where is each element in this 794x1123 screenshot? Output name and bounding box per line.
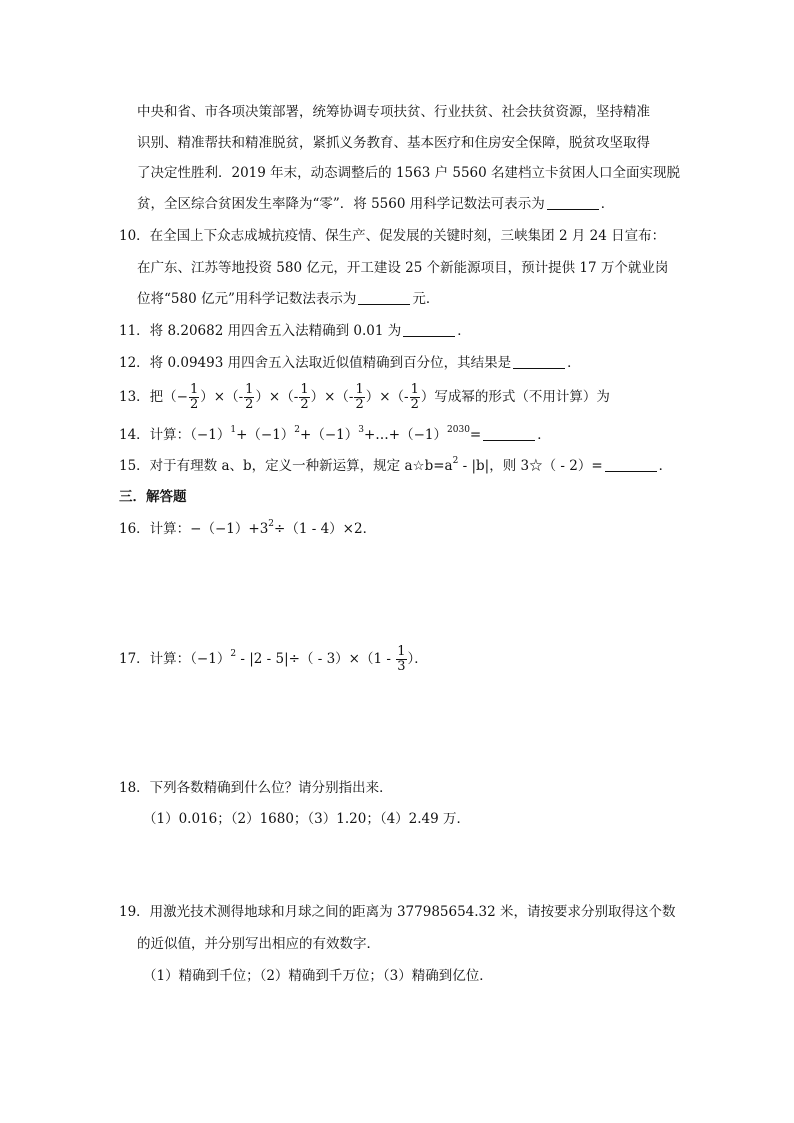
exponent: 2 <box>268 519 275 529</box>
q19-line-2: 的近似值，并分别写出相应的有效数字． <box>137 936 380 952</box>
q17 <box>119 644 428 676</box>
q16-part-a: 16．计算：−（−1）+3 <box>119 521 269 537</box>
q14-answer-blank[interactable] <box>483 426 535 441</box>
fraction-numerator: 1 <box>355 382 364 397</box>
q13-fraction-2 <box>244 383 254 412</box>
fraction-numerator: 1 <box>245 382 254 397</box>
q15 <box>119 457 672 477</box>
fraction-denominator: 2 <box>190 397 199 412</box>
section-heading: 三．解答题 <box>119 489 187 505</box>
fraction-denominator: 2 <box>410 397 419 412</box>
q11 <box>119 322 471 340</box>
q13-fraction-3 <box>299 383 309 412</box>
q10-line-3-text: 位将“580 亿元”用科学记数法表示为 <box>137 291 357 307</box>
q15-part-a: 15．对于有理数 a、b，定义一种新运算，规定 a☆b=a <box>119 458 453 474</box>
exponent: 2030 <box>447 425 470 435</box>
q17-part-a: 17．计算：（−1） <box>119 651 231 667</box>
fraction-denominator: 2 <box>245 397 254 412</box>
exponent: 1 <box>230 425 237 435</box>
q10-answer-blank[interactable] <box>358 290 410 305</box>
q16-part-b: ÷（1 - 4）×2． <box>274 521 377 537</box>
q14-part-c: +（−1） <box>300 427 359 443</box>
q13-times-2: ）×（- <box>255 389 299 405</box>
q19-line-1: 19．用激光技术测得地球和月球之间的距离为 377985654.32 米，请按要求分别取得这个数 <box>119 904 676 920</box>
q14-end: ． <box>537 427 551 443</box>
q10-line-3 <box>137 290 439 308</box>
q13-fraction-4 <box>354 383 364 412</box>
q9-line-3: 了决定性胜利．2019 年末，动态调整后的 1563 户 5560 名建档立卡贫困人口全面实现脱 <box>137 165 681 181</box>
q14-equals: = <box>469 427 482 443</box>
q9-line-4-end: ． <box>600 196 615 212</box>
exponent: 2 <box>452 456 459 466</box>
q13-times-3: ）×（- <box>310 389 354 405</box>
exponent: 3 <box>358 425 364 435</box>
q13-prefix: 13．把（− <box>119 389 188 405</box>
q11-end: ． <box>457 323 471 339</box>
q12-text: 12．将 0.09493 用四舍五入法取近似值精确到百分位，其结果是 <box>119 355 512 371</box>
q17-part-b: - |2 - 5|÷（ - 3）×（1 - <box>236 651 396 667</box>
q9-line-4 <box>137 195 614 213</box>
fraction-numerator: 1 <box>397 644 406 659</box>
q9-line-4-text: 贫，全区综合贫困发生率降为“零”．将 5560 用科学记数法可表示为 <box>137 196 545 212</box>
q13-times-4: ）×（- <box>365 389 409 405</box>
q15-part-b: - |b|，则 3☆（ - 2）= <box>458 458 603 474</box>
q13-fraction-1 <box>189 383 199 412</box>
q9-line-2: 识别、精准帮扶和精准脱贫，紧抓义务教育、基本医疗和住房安全保障，脱贫攻坚取得 <box>137 135 650 151</box>
q13-fraction-5 <box>410 383 420 412</box>
q16 <box>119 520 376 540</box>
fraction-denominator: 3 <box>397 659 406 674</box>
q12-end: ． <box>567 355 581 371</box>
q9-answer-blank[interactable] <box>547 195 599 210</box>
q12 <box>119 354 581 372</box>
q14 <box>119 426 551 446</box>
q15-answer-blank[interactable] <box>605 457 657 472</box>
q18-line-1: 18．下列各数精确到什么位？请分别指出来． <box>119 780 393 796</box>
q13-suffix: ）写成幂的形式（不用计算）为 <box>420 389 610 405</box>
q9-line-1: 中央和省、市各项决策部署，统筹协调专项扶贫、行业扶贫、社会扶贫资源，坚持精准 <box>137 104 650 120</box>
q10-line-1: 10．在全国上下众志成城抗疫情、保生产、促发展的关键时刻，三峡集团 2 月 24 日宣布： <box>119 228 666 244</box>
q11-text: 11．将 8.20682 用四舍五入法精确到 0.01 为 <box>119 323 402 339</box>
fraction-numerator: 1 <box>190 382 199 397</box>
q17-part-c: ）． <box>407 651 428 667</box>
q18-line-2: （1）0.016；（2）1680；（3）1.20；（4）2.49 万． <box>143 811 471 827</box>
q11-answer-blank[interactable] <box>403 322 455 337</box>
q14-part-a: 14．计算：（−1） <box>119 427 231 443</box>
fraction-numerator: 1 <box>410 382 419 397</box>
fraction-numerator: 1 <box>300 382 309 397</box>
q14-part-d: +…+（−1） <box>363 427 448 443</box>
q10-line-3-end: 元． <box>412 291 440 307</box>
q17-fraction <box>396 645 406 674</box>
fraction-denominator: 2 <box>355 397 364 412</box>
q13 <box>119 382 610 412</box>
q19-line-3: （1）精确到千位；（2）精确到千万位；（3）精确到亿位． <box>143 968 493 984</box>
q12-answer-blank[interactable] <box>513 354 565 369</box>
q10-line-2: 在广东、江苏等地投资 580 亿元，开工建设 25 个新能源项目，预计提供 17 万个就业岗 <box>137 260 669 276</box>
fraction-denominator: 2 <box>300 397 309 412</box>
exponent: 2 <box>230 649 237 659</box>
q15-end: ． <box>658 458 673 474</box>
q14-part-b: +（−1） <box>236 427 295 443</box>
exponent: 2 <box>294 425 301 435</box>
q13-times-1: ）×（- <box>200 389 244 405</box>
